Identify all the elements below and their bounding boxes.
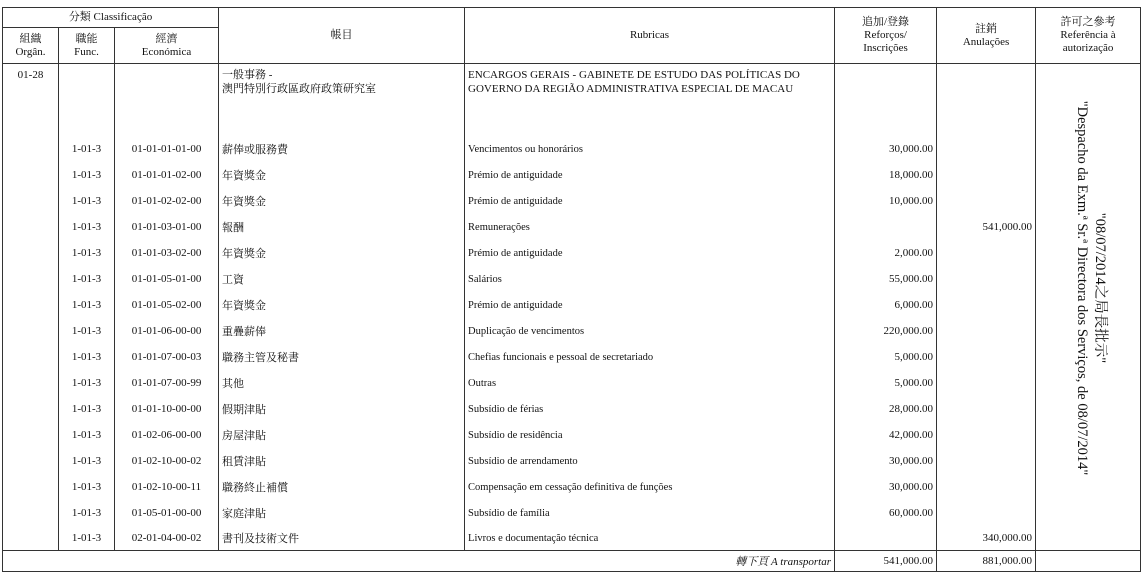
table-row bbox=[3, 240, 1141, 266]
table-row bbox=[3, 448, 1141, 474]
referencia-text: "08/07/2014之局長批示" "Despacho da Exm.ª Sr.ª Directora dos Serviços, de 08/07/2014" bbox=[1074, 100, 1109, 476]
rubrica-name: Subsídio de arrendamento bbox=[465, 448, 835, 474]
func-code: 1-01-3 bbox=[59, 344, 115, 370]
anulacao-value bbox=[937, 344, 1036, 370]
rubrica-name: Chefias funcionais e pessoal de secretariado bbox=[465, 344, 835, 370]
organ-cell bbox=[3, 214, 59, 240]
organ-rubrica: ENCARGOS GERAIS - GABINETE DE ESTUDO DAS POLÍTICAS DO GOVERNO DA REGIÃO ADMINISTRATIVA ESPECIAL DE MACAU bbox=[465, 64, 835, 137]
organ-cell bbox=[3, 240, 59, 266]
reforco-value: 30,000.00 bbox=[835, 448, 937, 474]
reforco-value: 18,000.00 bbox=[835, 162, 937, 188]
econ-code: 01-01-01-01-00 bbox=[115, 136, 219, 162]
func-code: 1-01-3 bbox=[59, 292, 115, 318]
organ-account: 一般事務 - 澳門特別行政區政府政策研究室 bbox=[219, 64, 465, 137]
anulacao-value bbox=[937, 474, 1036, 500]
reforco-value: 5,000.00 bbox=[835, 370, 937, 396]
table-row bbox=[3, 474, 1141, 500]
func-code: 1-01-3 bbox=[59, 266, 115, 292]
anulacao-value bbox=[937, 266, 1036, 292]
reforco-value: 55,000.00 bbox=[835, 266, 937, 292]
func-code: 1-01-3 bbox=[59, 448, 115, 474]
transport-label: 轉下頁 A transportar bbox=[3, 551, 835, 572]
account-name: 薪俸或服務費 bbox=[219, 136, 465, 162]
account-name: 房屋津貼 bbox=[219, 422, 465, 448]
anulacao-value bbox=[937, 448, 1036, 474]
anulacao-value bbox=[937, 422, 1036, 448]
anulacao-value: 541,000.00 bbox=[937, 214, 1036, 240]
rubrica-name: Duplicação de vencimentos bbox=[465, 318, 835, 344]
organ-cell bbox=[3, 526, 59, 551]
econ-code: 02-01-04-00-02 bbox=[115, 526, 219, 551]
rubrica-name: Outras bbox=[465, 370, 835, 396]
rubrica-name: Compensação em cessação definitiva de funções bbox=[465, 474, 835, 500]
econ-code: 01-01-05-01-00 bbox=[115, 266, 219, 292]
reforco-value: 6,000.00 bbox=[835, 292, 937, 318]
reforco-value: 220,000.00 bbox=[835, 318, 937, 344]
econ-code: 01-01-06-00-00 bbox=[115, 318, 219, 344]
account-name: 職務主管及秘書 bbox=[219, 344, 465, 370]
organ-cell bbox=[3, 292, 59, 318]
anulacao-value bbox=[937, 136, 1036, 162]
rubrica-name: Prémio de antiguidade bbox=[465, 162, 835, 188]
reforco-value: 10,000.00 bbox=[835, 188, 937, 214]
account-name: 年資獎金 bbox=[219, 188, 465, 214]
reforco-value: 28,000.00 bbox=[835, 396, 937, 422]
rubricas-header: Rubricas bbox=[465, 8, 835, 64]
account-name: 報酬 bbox=[219, 214, 465, 240]
table-row bbox=[3, 526, 1141, 551]
reforco-value bbox=[835, 526, 937, 551]
reforco-value: 5,000.00 bbox=[835, 344, 937, 370]
rubrica-name: Salários bbox=[465, 266, 835, 292]
rubrica-name: Livros e documentação técnica bbox=[465, 526, 835, 551]
anulacoes-header: 註銷 Anulações bbox=[937, 8, 1036, 64]
organ-cell bbox=[3, 162, 59, 188]
organ-cell bbox=[3, 500, 59, 526]
organ-header: 組織 Orgân. bbox=[3, 28, 59, 64]
econ-code: 01-01-07-00-03 bbox=[115, 344, 219, 370]
reforcos-header: 追加/登錄 Reforços/ Inscrições bbox=[835, 8, 937, 64]
econ-code: 01-01-02-02-00 bbox=[115, 188, 219, 214]
econ-code: 01-01-05-02-00 bbox=[115, 292, 219, 318]
econ-code: 01-01-01-02-00 bbox=[115, 162, 219, 188]
organ-cell bbox=[3, 370, 59, 396]
referencia-cell bbox=[1036, 64, 1141, 551]
budget-table bbox=[2, 7, 1141, 572]
anulacao-value bbox=[937, 292, 1036, 318]
reforco-value: 60,000.00 bbox=[835, 500, 937, 526]
econ-code: 01-02-10-00-11 bbox=[115, 474, 219, 500]
econ-code: 01-01-07-00-99 bbox=[115, 370, 219, 396]
account-name: 工資 bbox=[219, 266, 465, 292]
organ-cell bbox=[3, 344, 59, 370]
organ-cell bbox=[3, 266, 59, 292]
func-code: 1-01-3 bbox=[59, 136, 115, 162]
account-name: 書刊及技術文件 bbox=[219, 526, 465, 551]
account-name: 年資獎金 bbox=[219, 292, 465, 318]
table-row bbox=[3, 266, 1141, 292]
anulacao-value bbox=[937, 162, 1036, 188]
func-code: 1-01-3 bbox=[59, 526, 115, 551]
referencia-header: 許可之參考 Referência à autorização bbox=[1036, 8, 1141, 64]
organ-cell bbox=[3, 448, 59, 474]
table-row bbox=[3, 344, 1141, 370]
account-name: 職務終止補償 bbox=[219, 474, 465, 500]
table-row bbox=[3, 292, 1141, 318]
rubrica-name: Subsídio de família bbox=[465, 500, 835, 526]
func-code: 1-01-3 bbox=[59, 474, 115, 500]
func-code: 1-01-3 bbox=[59, 318, 115, 344]
organ-cell bbox=[3, 396, 59, 422]
classification-header: 分類 Classificação bbox=[3, 8, 219, 28]
organ-cell bbox=[3, 474, 59, 500]
account-name: 家庭津貼 bbox=[219, 500, 465, 526]
rubrica-name: Subsídio de residência bbox=[465, 422, 835, 448]
func-header: 職能 Func. bbox=[59, 28, 115, 64]
table-row bbox=[3, 188, 1141, 214]
rubrica-name: Subsídio de férias bbox=[465, 396, 835, 422]
econ-header: 經濟 Económica bbox=[115, 28, 219, 64]
account-name: 年資獎金 bbox=[219, 240, 465, 266]
table-row bbox=[3, 136, 1141, 162]
organ-code: 01-28 bbox=[3, 64, 59, 137]
anulacao-value bbox=[937, 240, 1036, 266]
reforco-value: 42,000.00 bbox=[835, 422, 937, 448]
anulacoes-total: 881,000.00 bbox=[937, 551, 1036, 572]
account-name: 假期津貼 bbox=[219, 396, 465, 422]
func-code: 1-01-3 bbox=[59, 240, 115, 266]
func-code: 1-01-3 bbox=[59, 500, 115, 526]
account-name: 重疊薪俸 bbox=[219, 318, 465, 344]
rubrica-name: Prémio de antiguidade bbox=[465, 188, 835, 214]
func-code: 1-01-3 bbox=[59, 214, 115, 240]
rubrica-name: Prémio de antiguidade bbox=[465, 292, 835, 318]
organ-cell bbox=[3, 188, 59, 214]
econ-code: 01-01-03-01-00 bbox=[115, 214, 219, 240]
table-row bbox=[3, 422, 1141, 448]
func-code: 1-01-3 bbox=[59, 162, 115, 188]
organ-cell bbox=[3, 136, 59, 162]
econ-code: 01-02-06-00-00 bbox=[115, 422, 219, 448]
func-code: 1-01-3 bbox=[59, 422, 115, 448]
anulacao-value bbox=[937, 318, 1036, 344]
table-row bbox=[3, 162, 1141, 188]
econ-code: 01-05-01-00-00 bbox=[115, 500, 219, 526]
reforco-value bbox=[835, 214, 937, 240]
rubrica-name: Vencimentos ou honorários bbox=[465, 136, 835, 162]
table-row bbox=[3, 500, 1141, 526]
organ-row bbox=[3, 64, 1141, 137]
func-code: 1-01-3 bbox=[59, 370, 115, 396]
anulacao-value bbox=[937, 396, 1036, 422]
reforco-value: 30,000.00 bbox=[835, 136, 937, 162]
account-name: 租賃津貼 bbox=[219, 448, 465, 474]
table-row bbox=[3, 370, 1141, 396]
rubrica-name: Prémio de antiguidade bbox=[465, 240, 835, 266]
anulacao-value: 340,000.00 bbox=[937, 526, 1036, 551]
table-row bbox=[3, 318, 1141, 344]
rubrica-name: Remunerações bbox=[465, 214, 835, 240]
organ-cell bbox=[3, 318, 59, 344]
func-code: 1-01-3 bbox=[59, 188, 115, 214]
anulacao-value bbox=[937, 370, 1036, 396]
account-header: 帳目 bbox=[219, 8, 465, 64]
reforco-value: 2,000.00 bbox=[835, 240, 937, 266]
reforco-value: 30,000.00 bbox=[835, 474, 937, 500]
table-row bbox=[3, 214, 1141, 240]
account-name: 其他 bbox=[219, 370, 465, 396]
reforcos-total: 541,000.00 bbox=[835, 551, 937, 572]
func-code: 1-01-3 bbox=[59, 396, 115, 422]
account-name: 年資獎金 bbox=[219, 162, 465, 188]
organ-cell bbox=[3, 422, 59, 448]
econ-code: 01-01-10-00-00 bbox=[115, 396, 219, 422]
econ-code: 01-02-10-00-02 bbox=[115, 448, 219, 474]
anulacao-value bbox=[937, 500, 1036, 526]
anulacao-value bbox=[937, 188, 1036, 214]
econ-code: 01-01-03-02-00 bbox=[115, 240, 219, 266]
table-row bbox=[3, 396, 1141, 422]
